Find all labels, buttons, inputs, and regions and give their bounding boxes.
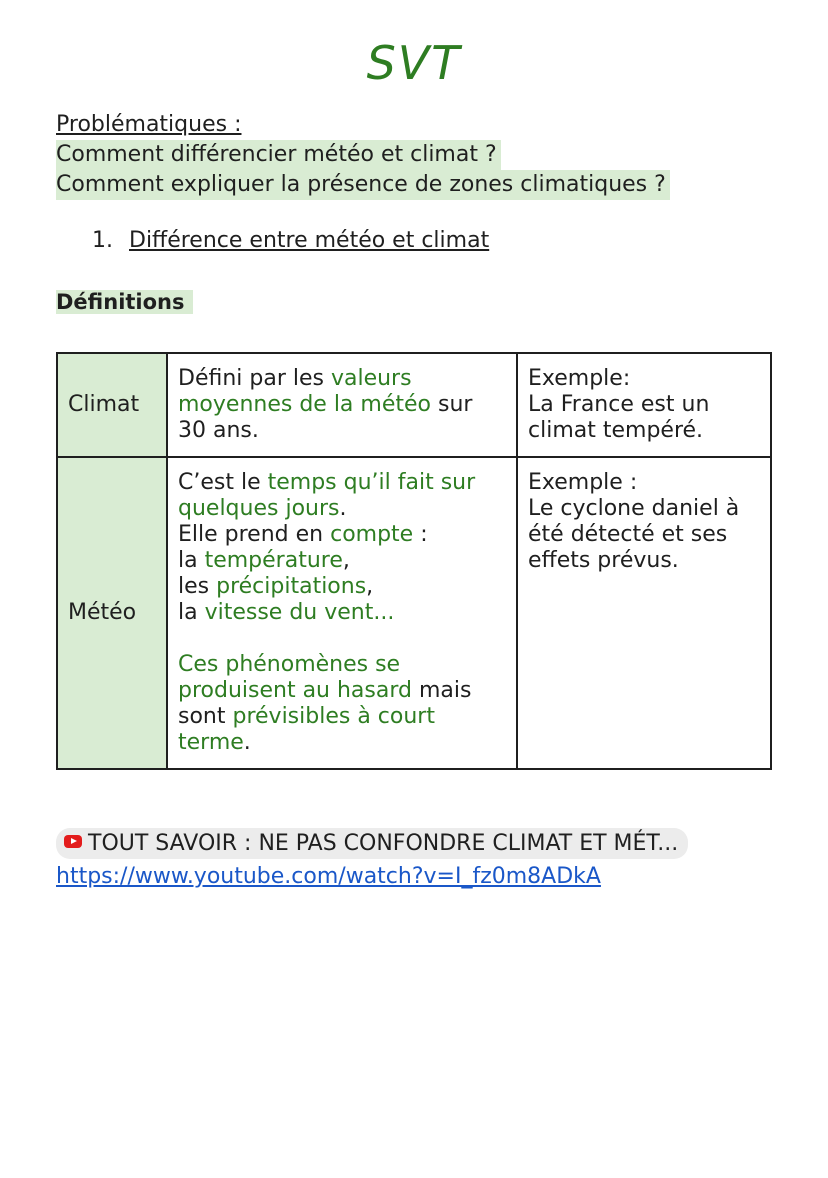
- definition-text: mais sont: [178, 678, 472, 729]
- definitions-table: [56, 352, 772, 770]
- definition-highlight: température: [204, 548, 343, 573]
- definition-line: [178, 652, 506, 756]
- page-title: SVT: [366, 36, 462, 90]
- youtube-icon: [64, 835, 82, 848]
- definition-text: Elle prend en: [178, 522, 331, 547]
- section-heading-1: [92, 228, 489, 253]
- definition-line: [178, 574, 506, 600]
- example-text: La France est un climat tempéré.: [528, 392, 710, 443]
- definition-cell: [167, 457, 517, 769]
- example-cell: [517, 457, 771, 769]
- video-title: TOUT SAVOIR : NE PAS CONFONDRE CLIMAT ET MÉT...: [88, 831, 679, 856]
- definition-text: ,: [342, 548, 350, 573]
- definition-highlight: temps qu’il fait sur quelques jours: [178, 470, 476, 521]
- term-cell: Météo: [57, 457, 167, 769]
- definition-highlight: Ces phénomènes se produisent au hasard: [178, 652, 412, 703]
- example-cell: [517, 353, 771, 457]
- spacer: [178, 626, 506, 652]
- term-cell: Climat: [57, 353, 167, 457]
- table-row-meteo: [57, 457, 771, 769]
- example-text: Le cyclone daniel à été détecté et ses effets prévus.: [528, 496, 740, 573]
- video-link[interactable]: https://www.youtube.com/watch?v=I_fz0m8ADkA: [56, 864, 601, 889]
- definition-line: [178, 470, 506, 522]
- definition-line: [178, 600, 506, 626]
- definition-highlight: valeurs moyennes de la météo: [178, 366, 431, 417]
- definition-text: :: [413, 522, 428, 547]
- definition-cell: [167, 353, 517, 457]
- video-chip[interactable]: [56, 828, 688, 859]
- definition-highlight: prévisibles à court terme: [178, 704, 435, 755]
- problematiques-block: [56, 110, 670, 200]
- definition-line: [178, 548, 506, 574]
- definition-text: la: [178, 548, 205, 573]
- definition-text: les: [178, 574, 217, 599]
- definition-text: Défini par les: [178, 366, 331, 391]
- definition-text: .: [339, 496, 347, 521]
- definition-text: ,: [366, 574, 374, 599]
- table-row-climat: [57, 353, 771, 457]
- definition-text: sur 30 ans.: [178, 392, 473, 443]
- problematique-question-2: Comment expliquer la présence de zones climatiques ?: [56, 170, 670, 200]
- definition-text: C’est le: [178, 470, 268, 495]
- example-label: Exemple:: [528, 366, 631, 391]
- definition-highlight: compte: [330, 522, 414, 547]
- definition-line: [178, 522, 506, 548]
- section-number: 1.: [92, 228, 113, 253]
- definitions-label: Définitions: [56, 290, 193, 314]
- definition-highlight: précipitations: [216, 574, 367, 599]
- example-label: Exemple :: [528, 470, 638, 495]
- definition-text: la: [178, 600, 205, 625]
- definition-highlight: vitesse du vent...: [204, 600, 395, 625]
- problematique-question-1: Comment différencier météo et climat ?: [56, 140, 501, 170]
- section-title: Différence entre météo et climat: [129, 228, 490, 253]
- problematiques-label: Problématiques :: [56, 112, 242, 137]
- definition-text: .: [243, 730, 251, 755]
